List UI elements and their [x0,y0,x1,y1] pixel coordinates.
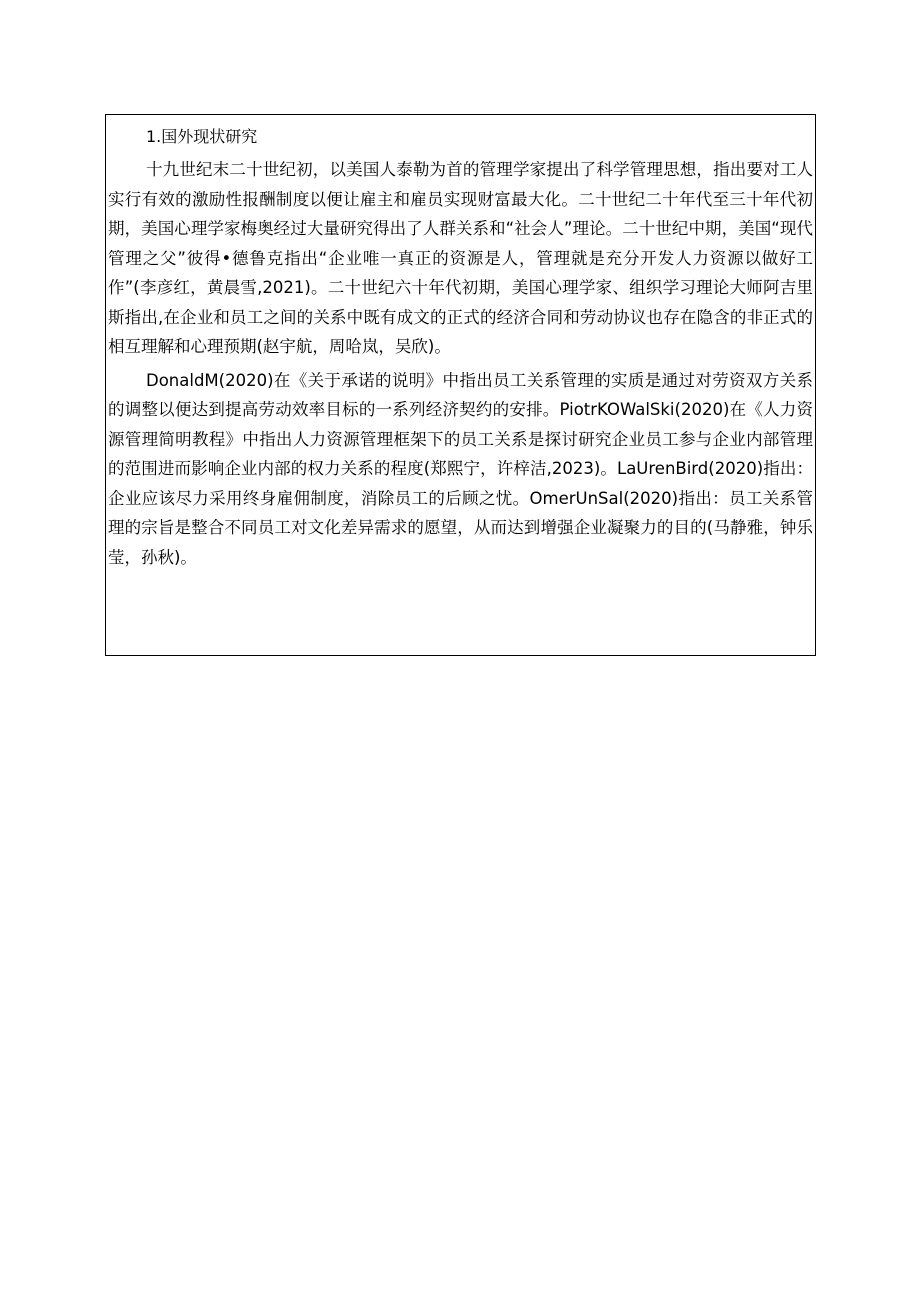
section-heading: 1.国外现状研究 [146,127,258,146]
document-text-frame [105,114,816,656]
paragraph-history: 十九世纪末二十世纪初，以美国人泰勒为首的管理学家提出了科学管理思想，指出要对工人实行有效的激励性报酬制度以便让雇主和雇员实现财富最大化。二十世纪二十年代至三十年代初期，美国心理学家梅奥经过大量研究得出了人群关系和“社会人”理论。二十世纪中期，美国“现代管理之父”彼得•德鲁克指出“企业唯一真正的资源是人，管理就是充分开发人力资源以做好工作”(李彦红，黄晨雪,2021)。二十世纪六十年代初期，美国心理学家、组织学习理论大师阿吉里斯指出,在企业和员工之间的关系中既有成文的正式的经济合同和劳动协议也存在隐含的非正式的相互理解和心理预期(赵宇航，周哈岚，吴欣)。 [108,160,813,356]
paragraph-scholars: DonaldM(2020)在《关于承诺的说明》中指出员工关系管理的实质是通过对劳资双方关系的调整以便达到提高劳动效率目标的一系列经济契约的安排。PiotrKOWalSki(2020)在《人力资源管理简明教程》中指出人力资源管理框架下的员工关系是探讨研究企业员工参与企业内部管理的范围进而影响企业内部的权力关系的程度(郑熙宁，许梓洁,2023)。LaUrenBird(2020)指出：企业应该尽力采用终身雇佣制度，消除员工的后顾之忧。OmerUnSal(2020)指出：员工关系管理的宗旨是整合不同员工对文化差异需求的愿望，从而达到增强企业凝聚力的目的(马静雅，钟乐莹，孙秋)。 [108,370,813,567]
